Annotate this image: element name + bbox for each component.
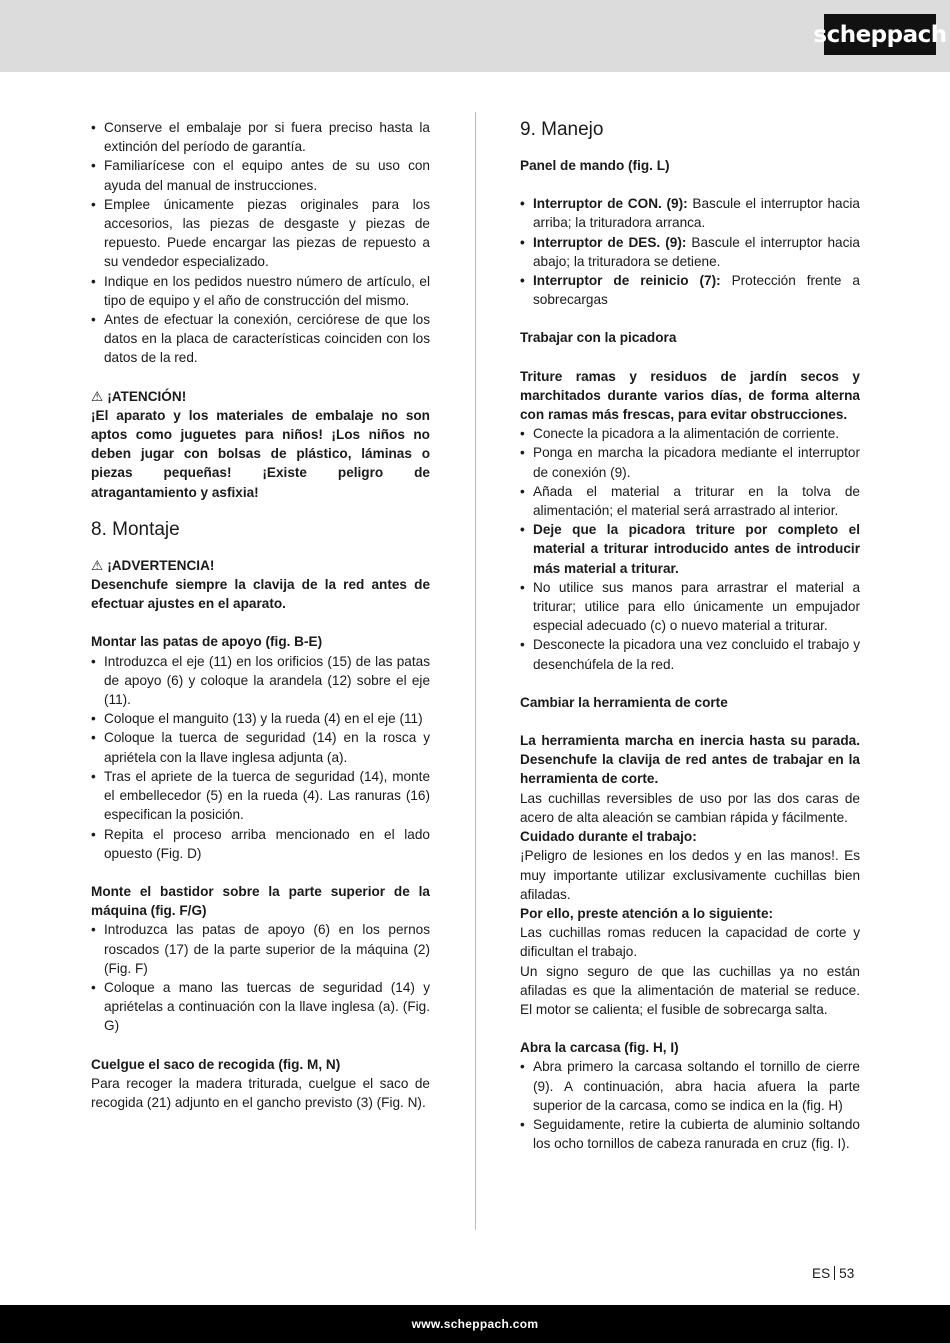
list-item: • Desconecte la picadora una vez concluido el trabajo y desenchúfela de la red. (520, 635, 860, 673)
list-item: • Coloque a mano las tuercas de seguridad (14) y apriételas a continuación con la llave inglesa (a). (Fig. G) (91, 978, 430, 1036)
section-8-title: 8. Montaje (91, 518, 180, 540)
list-item: • Seguidamente, retire la cubierta de aluminio soltando los ocho tornillos de cabeza ranurada en cruz (fig. I). (520, 1115, 860, 1153)
attention-text-1: Las cuchillas romas reducen la capacidad de corte y dificultan el trabajo. (520, 925, 860, 960)
page-number-separator (834, 1266, 835, 1280)
list-item: • No utilice sus manos para arrastrar el material a triturar; utilice para ello únicamente un empujador especial adecuado (c) o nuevo material a triturar. (520, 578, 860, 636)
page-footer (0, 1305, 950, 1343)
frame-heading: Monte el bastidor sobre la parte superior de la máquina (fig. F/G) (91, 883, 430, 919)
blade-text: Las cuchillas reversibles de uso por las dos caras de acero de alta aleación se cambian rápida y fácilmente. (520, 790, 860, 825)
attention-heading: ⚠ ¡ATENCIÓN! (91, 387, 430, 406)
warning-triangle-icon: ⚠ (91, 557, 104, 573)
warning-text: Desenchufe siempre la clavija de la red antes de efectuar ajustes en el aparato. (91, 577, 430, 612)
brand-logo: scheppach (824, 14, 936, 55)
left-column (91, 118, 430, 1112)
panel-heading: Panel de mando (fig. L) (520, 158, 670, 173)
list-item: • Repita el proceso arriba mencionado en el lado opuesto (Fig. D) (91, 825, 430, 863)
right-column (520, 118, 860, 1153)
care-heading: Cuidado durante el trabajo: (520, 829, 697, 845)
list-item: • Conserve el embalaje por si fuera preciso hasta la extinción del período de garantía. (91, 118, 430, 156)
attention-text-2: Un signo seguro de que las cuchillas ya no están afiladas es que la alimentación de material se reduce. El motor se calienta; el fusible de sobrecarga salta. (520, 963, 860, 1017)
list-item: • Deje que la picadora triture por completo el material a triturar introducido antes de introducir más material a triturar. (520, 520, 860, 578)
list-item: • Tras el apriete de la tuerca de seguridad (14), monte el embellecedor (5) en la rueda (4). Las ranuras (16) especifican la posición. (91, 767, 430, 825)
list-item: • Interruptor de reinicio (7): Protección frente a sobrecargas (520, 271, 860, 309)
blade-warning: La herramienta marcha en inercia hasta su parada. Desenchufe la clavija de red antes de trabajar en la herramienta de corte. (520, 733, 860, 787)
work-heading: Trabajar con la picadora (520, 330, 677, 346)
bag-heading: Cuelgue el saco de recogida (fig. M, N) (91, 1056, 341, 1072)
page-number (812, 1265, 854, 1283)
warning-heading: ⚠ ¡ADVERTENCIA! (91, 556, 430, 575)
list-item: • Antes de efectuar la conexión, cerciórese de que los datos en la placa de características coinciden con los datos de la red. (91, 310, 430, 368)
housing-heading: Abra la carcasa (fig. H, I) (520, 1040, 679, 1056)
list-item: • Familiarícese con el equipo antes de su uso con ayuda del manual de instrucciones. (91, 156, 430, 194)
list-item: • Ponga en marcha la picadora mediante el interruptor de conexión (9). (520, 443, 860, 481)
attention-text: ¡El aparato y los materiales de embalaje no son aptos como juguetes para niños! ¡Los niños no deben jugar con bolsas de plástico, láminas o piezas pequeñas! ¡Existe peligro de atragantamiento y asfixia! (91, 407, 430, 500)
page-number-value: 53 (839, 1266, 855, 1281)
list-item: • Coloque el manguito (13) y la rueda (4) en el eje (11) (91, 709, 430, 728)
list-item: • Introduzca el eje (11) en los orificios (15) de las patas de apoyo (6) y coloque la arandela (12) sobre el eje (11). (91, 652, 430, 710)
work-bullet-list (520, 424, 860, 674)
language-code: ES (812, 1266, 831, 1281)
frame-bullet-list (91, 920, 430, 1035)
page-header (0, 0, 950, 72)
legs-bullet-list (91, 652, 430, 863)
section-9-title: 9. Manejo (520, 119, 604, 140)
blade-heading: Cambiar la herramienta de corte (520, 694, 728, 710)
list-item: • Coloque la tuerca de seguridad (14) en la rosca y apriétela con la llave inglesa adjunta (a). (91, 728, 430, 766)
work-intro: Triture ramas y residuos de jardín secos y marchitados durante varios días, de forma alterna con ramas más frescas, para evitar obstrucciones. (520, 368, 860, 423)
housing-bullet-list (520, 1057, 860, 1153)
attention-list-heading: Por ello, preste atención a lo siguiente: (520, 905, 774, 921)
list-item: • Introduzca las patas de apoyo (6) en los pernos roscados (17) de la parte superior de la máquina (2) (Fig. F) (91, 920, 430, 978)
warning-triangle-icon: ⚠ (91, 388, 104, 404)
legs-heading: Montar las patas de apoyo (fig. B-E) (91, 634, 323, 650)
list-item: • Abra primero la carcasa soltando el tornillo de cierre (9). A continuación, abra hacia afuera la parte superior de la carcasa, como se indica en la (fig. H) (520, 1057, 860, 1115)
bag-text: Para recoger la madera triturada, cuelgue el saco de recogida (21) adjunto en el gancho previsto (3) (Fig. N). (91, 1075, 430, 1110)
care-text: ¡Peligro de lesiones en los dedos y en las manos!. Es muy importante utilizar exclusivamente cuchillas bien afiladas. (520, 848, 860, 902)
column-divider (475, 112, 476, 1230)
packaging-bullet-list (91, 118, 430, 368)
list-item: • Añada el material a triturar en la tolva de alimentación; el material será arrastrado al interior. (520, 482, 860, 520)
list-item: • Interruptor de DES. (9): Bascule el interruptor hacia abajo; la trituradora se detiene. (520, 233, 860, 271)
list-item: • Conecte la picadora a la alimentación de corriente. (520, 424, 860, 443)
panel-bullet-list (520, 194, 860, 309)
list-item: • Emplee únicamente piezas originales para los accesorios, las piezas de desgaste y piezas de repuesto. Puede encargar las piezas de repuesto a su vendedor especializado. (91, 195, 430, 272)
list-item: • Indique en los pedidos nuestro número de artículo, el tipo de equipo y el año de construcción del mismo. (91, 272, 430, 310)
footer-url: www.scheppach.com (411, 1317, 539, 1331)
list-item: • Interruptor de CON. (9): Bascule el interruptor hacia arriba; la trituradora arranca. (520, 194, 860, 232)
